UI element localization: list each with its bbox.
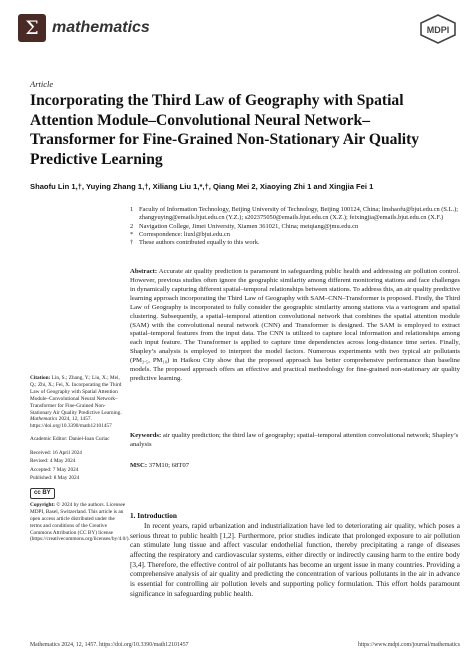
msc-codes	[130, 462, 460, 469]
introduction-paragraph: In recent years, rapid urbanization and industrialization have led to deteriorating air quality, which poses a serious threat to public health [1,2]. Furthermore, prior studies indicate that prolonged exposure to air pollution can stimulate lung tissue and affect vascular endothelial function, thereby precipitating a range of diseases affecting the respiratory and cardiovascular systems, either directly or indirectly causing harm to the entire body [3,4]. Therefore, the effective control of air pollutants has become an urgent issue in many countries. Providing a comprehensive analysis of air quality and predicting the concentration of various pollutants in the air in advance is essential for controlling air pollution levels and supporting policy formulation. This effort holds paramount significance in safeguarding public health.	[130, 522, 460, 598]
journal-logo-icon	[18, 14, 46, 42]
affiliation-text: These authors contributed equally to this work.	[139, 239, 260, 247]
affiliation-text: Correspondence: liuxl@bjut.edu.cn	[139, 230, 230, 238]
cc-license-badge-icon[interactable]: cc BY	[30, 488, 55, 499]
accepted-date: Accepted: 7 May 2024	[30, 466, 79, 473]
paper-title: Incorporating the Third Law of Geography with Spatial Attention Module–Convolutional Neural Network–Transformer for Fine-Grained Non-Stationary Air Quality Predictive Learning	[30, 92, 420, 168]
author-list: Shaofu Lin 1,†, Yuying Zhang 1,†, Xiliang Liu 1,*,†, Qiang Mei 2, Xiaoying Zhi 1 and Xingjia Fei 1	[30, 182, 374, 191]
svg-text:MDPI: MDPI	[426, 25, 450, 35]
affiliation-text: Navigation College, Jimei University, Xiamen 361021, China; meiqiang@jmu.edu.cn	[139, 222, 359, 230]
citation-journal: Mathematics	[30, 416, 58, 423]
copyright-block	[30, 501, 130, 543]
abstract-text: Accurate air quality prediction is paramount in safeguarding public health and addressing air pollution control. However, previous studies often ignore the geographic similarity among different monitoring stations and face challenges in dynamically capturing different spatial–temporal relationships between stations. To address this, an air quality predictive learning approach incorporating the Third Law of Geography with SAM–CNN–Transformer is proposed. Firstly, the Third Law of Geography is incorporated to fully consider the geographic similarity among stations via a variogram and spatial clustering. Subsequently, a spatial–temporal attention convolutional network that combines the spatial attention module (SAM) with the convolutional neural network (CNN) and Transformer is designed. The SAM is employed to extract spatial–temporal features from the input data. The CNN is utilized to capture local information and relationships among each input feature. The Transformer is applied to capture time dependencies across long-distance time series. Finally, Shapley’s analysis is employed to interpret the model factors. Numerous experiments with two typical air pollutants (PM₂.₅, PM₁₀) in Haikou City show that the proposed approach has better comprehensive performance than baseline models. The proposed approach offers an effective and practical methodology for fine-grained non-stationary air quality predictive learning.	[130, 268, 460, 383]
article-type: Article	[30, 79, 54, 89]
keywords	[130, 432, 460, 450]
abstract	[130, 268, 460, 384]
mdpi-logo-icon	[418, 14, 458, 44]
section-heading-introduction: 1. Introduction	[130, 511, 177, 520]
msc-label: MSC:	[130, 462, 148, 469]
affiliation-2	[130, 223, 460, 231]
abstract-label: Abstract:	[130, 268, 158, 275]
citation-text: Lin, S.; Zhang, Y.; Liu, X.; Mei, Q.; Zhi, X.; Fei, X. Incorporating the Third Law of Geography with Spatial Attention Module–Convolutional Neural Network–Transformer for Fine-Grained Non-Stationary Air Quality Predictive Learning.	[30, 375, 122, 416]
received-date: Received: 16 April 2024	[30, 450, 82, 457]
affiliation-mark: 1	[130, 206, 134, 213]
affiliation-mark: †	[130, 239, 134, 247]
footer-citation: Mathematics 2024, 12, 1457. https://doi.org/10.3390/math12101457	[30, 642, 189, 648]
revised-date: Revised: 4 May 2024	[30, 458, 76, 465]
citation-block	[30, 375, 126, 430]
academic-editor: Academic Editor: Daniel-Ioan Curiac	[30, 436, 110, 443]
published-date: Published: 8 May 2024	[30, 474, 80, 481]
msc-text: 37M10; 68T07	[148, 462, 190, 469]
affiliation-mark: *	[130, 230, 134, 238]
citation-doi-link[interactable]: 2024, 12, 1457. https://doi.org/10.3390/math12101457	[30, 416, 112, 430]
journal-header	[18, 14, 458, 44]
left-sidebar	[30, 375, 130, 549]
keywords-text: air quality prediction; the third law of geography; spatial–temporal attention convolutional network; Shapley’s analysis	[130, 432, 459, 448]
keywords-label: Keywords:	[130, 432, 162, 439]
copyright-text: © 2024 by the authors. Licensee MDPI, Basel, Switzerland. This article is an open access article distributed under the terms and conditions of the Creative Commons Attribution (CC BY) license (https://creativecommons.org/licenses/by/4.0/).	[30, 501, 130, 543]
journal-name: mathematics	[52, 19, 150, 36]
affiliation-text: Faculty of Information Technology, Beijing University of Technology, Beijing 100124, China; linshaofu@bjut.edu.cn (S.L.); zhangyuying@emails.bjut.edu.cn (Y.Z.); s202375050@emails.bjut.edu.cn (X.Z.); feixingjia@emails.bjut.edu.cn (X.F.)	[139, 206, 458, 222]
publication-dates	[30, 449, 126, 482]
correspondence	[130, 231, 460, 239]
journal-logo-glyph: Σ	[25, 16, 39, 39]
citation-label: Citation:	[30, 375, 51, 381]
affiliation-mark: 2	[130, 222, 134, 230]
copyright-label: Copyright:	[30, 501, 56, 508]
affiliation-1	[130, 206, 460, 223]
footer-journal-link[interactable]: https://www.mdpi.com/journal/mathematics	[357, 642, 460, 648]
affiliations	[130, 206, 460, 247]
equal-contribution-note	[130, 239, 460, 247]
